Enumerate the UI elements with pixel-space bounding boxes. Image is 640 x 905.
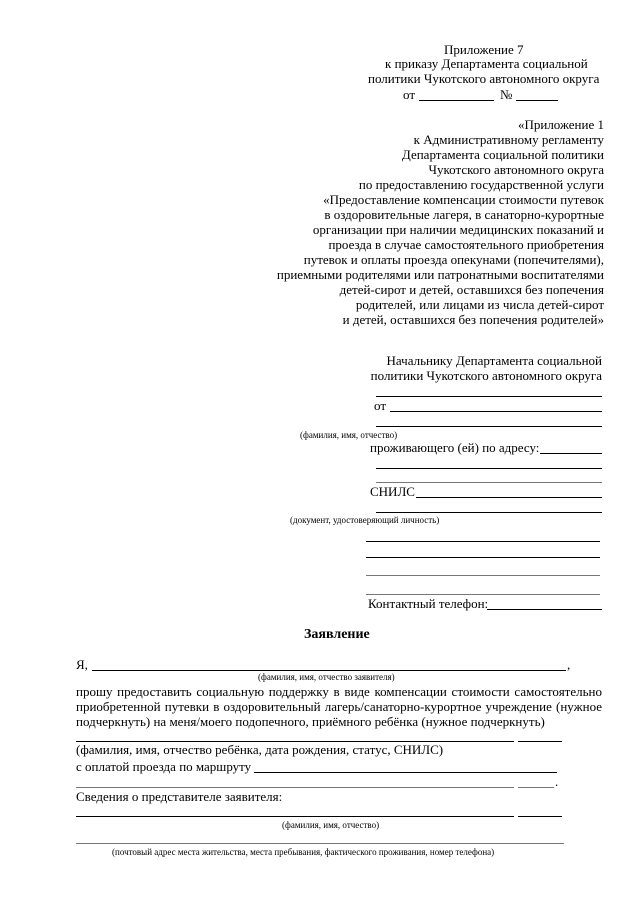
statement-body-line-3: подчеркнуть) на меня/моего подопечного, приёмного ребёнка (нужное подчеркнуть) xyxy=(76,714,545,729)
document-field-5[interactable] xyxy=(366,594,600,595)
address-field-2[interactable] xyxy=(376,468,602,469)
appendix-date-field[interactable] xyxy=(419,100,494,101)
applicant-name-field[interactable] xyxy=(92,670,566,671)
statement-body-line-2: приобретенной путевки в оздоровительный лагерь/санаторно-курортное учреждение (нужное xyxy=(76,699,602,714)
period-mark: . xyxy=(555,774,559,789)
representative-name-field-extra[interactable] xyxy=(518,816,562,817)
route-label: с оплатой проезда по маршруту xyxy=(76,759,252,774)
from-field-2[interactable] xyxy=(376,426,602,427)
regulation-line: «Предоставление компенсации стоимости путевок xyxy=(323,192,604,207)
route-field-3[interactable] xyxy=(518,787,554,788)
route-field-2[interactable] xyxy=(76,787,514,788)
appendix-number-field[interactable] xyxy=(516,100,558,101)
document-field[interactable] xyxy=(376,512,602,513)
address-label: проживающего (ей) по адресу: xyxy=(370,440,540,455)
regulation-line: детей-сирот и детей, оставшихся без попечения xyxy=(339,282,604,297)
representative-address-hint: (почтовый адрес места жительства, места пребывания, фактического проживания, номер телефона) xyxy=(112,847,495,857)
regulation-line: по предоставлению государственной услуги xyxy=(358,177,604,192)
document-hint: (документ, удостоверяющий личность) xyxy=(290,515,440,525)
regulation-line: «Приложение 1 xyxy=(517,117,604,132)
from-field[interactable] xyxy=(390,411,602,412)
comma-mark: , xyxy=(567,657,571,672)
appendix-number: Приложение 7 xyxy=(444,42,524,57)
appendix-department-line: политики Чукотского автономного округа xyxy=(368,71,600,86)
regulation-line: приемными родителями или патронатными воспитателями xyxy=(276,267,604,282)
representative-address-field[interactable] xyxy=(76,843,564,844)
address-field-3[interactable] xyxy=(376,482,602,483)
regulation-line: организации при наличии медицинских показаний и xyxy=(312,222,604,237)
statement-body-line-1: прошу предоставить социальную поддержку в виде компенсации стоимости самостоятельно xyxy=(76,684,602,699)
regulation-line: в оздоровительные лагеря, в санаторно-курортные xyxy=(324,207,604,222)
address-field-inline[interactable] xyxy=(540,453,602,454)
child-info-field-extra[interactable] xyxy=(518,741,562,742)
statement-title: Заявление xyxy=(304,627,370,642)
fio-hint: (фамилия, имя, отчество) xyxy=(300,430,398,440)
document-field-3[interactable] xyxy=(366,557,600,558)
regulation-block xyxy=(184,117,604,327)
child-hint: (фамилия, имя, отчество ребёнка, дата рождения, статус, СНИЛС) xyxy=(76,742,444,757)
applicant-hint: (фамилия, имя, отчество заявителя) xyxy=(258,672,395,682)
phone-field[interactable] xyxy=(487,609,602,610)
document-field-4[interactable] xyxy=(366,575,600,576)
regulation-line: Департамента социальной политики xyxy=(401,147,604,162)
snils-label: СНИЛС xyxy=(370,484,415,499)
i-label: Я, xyxy=(76,657,88,672)
representative-label: Сведения о представителе заявителя: xyxy=(76,789,283,804)
route-field[interactable] xyxy=(254,772,557,773)
appendix-order-line: к приказу Департамента социальной xyxy=(385,56,588,71)
appendix-date-label: от xyxy=(403,87,416,102)
from-label: от xyxy=(374,398,387,413)
regulation-line: и детей, оставшихся без попечения родителей» xyxy=(342,312,604,327)
addressee-name-field[interactable] xyxy=(376,396,602,397)
regulation-line: проезда в случае самостоятельного приобретения xyxy=(328,237,604,252)
addressee-line-1: Начальнику Департамента социальной xyxy=(386,353,602,368)
snils-field[interactable] xyxy=(416,497,602,498)
phone-label: Контактный телефон: xyxy=(368,596,489,611)
representative-fio-hint: (фамилия, имя, отчество) xyxy=(282,820,380,830)
appendix-number-label: № xyxy=(500,87,513,102)
regulation-line: к Административному регламенту xyxy=(413,132,604,147)
regulation-line: Чукотского автономного округа xyxy=(428,162,604,177)
regulation-line: путевок и оплаты проезда опекунами (попечителями), xyxy=(303,252,604,267)
regulation-line: родителей, или лицами из числа детей-сирот xyxy=(355,297,604,312)
addressee-line-2: политики Чукотского автономного округа xyxy=(370,368,602,383)
representative-name-field[interactable] xyxy=(76,816,514,817)
document-field-2[interactable] xyxy=(366,541,600,542)
